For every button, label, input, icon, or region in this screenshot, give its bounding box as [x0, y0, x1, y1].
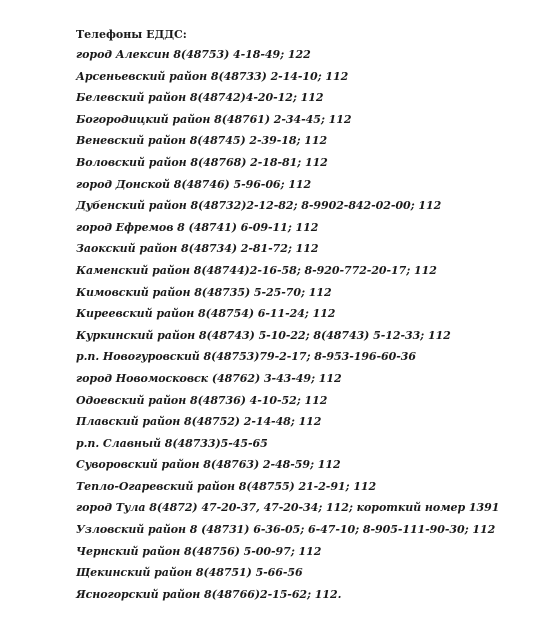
- list-item: Заокский район 8(48734) 2-81-72; 112: [76, 242, 319, 256]
- list-item: Узловский район 8 (48731) 6-36-05; 6-47-10; 8-905-111-90-30; 112: [76, 523, 496, 537]
- list-item: Киреевский район 8(48754) 6-11-24; 112: [76, 307, 336, 321]
- list-item: город Ефремов 8 (48741) 6-09-11; 112: [76, 220, 319, 234]
- list-item: Воловский район 8(48768) 2-18-81; 112: [76, 155, 328, 169]
- edds-phone-document: [76, 28, 546, 609]
- list-item: р.п. Новогуровский 8(48753)79-2-17; 8-953-196-60-36: [76, 350, 416, 364]
- list-item: Чернский район 8(48756) 5-00-97; 112: [76, 544, 322, 558]
- list-item: Куркинский район 8(48743) 5-10-22; 8(48743) 5-12-33; 112: [76, 328, 451, 342]
- list-item: Веневский район 8(48745) 2-39-18; 112: [76, 134, 328, 148]
- list-item: город Алексин 8(48753) 4-18-49; 122: [76, 48, 311, 61]
- document-title: Телефоны ЕДДС:: [76, 28, 187, 41]
- list-item: Ясногорский район 8(48766)2-15-62; 112.: [76, 587, 342, 601]
- list-item: Белевский район 8(48742)4-20-12; 112: [76, 91, 324, 105]
- list-item: Щекинский район 8(48751) 5-66-56: [76, 566, 303, 580]
- phone-list: [76, 48, 546, 602]
- list-item: город Донской 8(48746) 5-96-06; 112: [76, 177, 312, 191]
- list-item: город Новомосковск (48762) 3-43-49; 112: [76, 371, 342, 385]
- list-item: Одоевский район 8(48736) 4-10-52; 112: [76, 393, 328, 407]
- list-item: Каменский район 8(48744)2-16-58; 8-920-772-20-17; 112: [76, 263, 437, 277]
- list-item: Плавский район 8(48752) 2-14-48; 112: [76, 415, 322, 429]
- list-item: Кимовский район 8(48735) 5-25-70; 112: [76, 285, 332, 299]
- list-item: Богородицкий район 8(48761) 2-34-45; 112: [76, 112, 352, 126]
- list-item: город Тула 8(4872) 47-20-37, 47-20-34; 112; короткий номер 1391: [76, 501, 500, 515]
- list-item: Тепло-Огаревский район 8(48755) 21-2-91; 112: [76, 479, 377, 493]
- list-item: Дубенский район 8(48732)2-12-82; 8-9902-842-02-00; 112: [76, 199, 442, 213]
- list-item: Суворовский район 8(48763) 2-48-59; 112: [76, 458, 341, 472]
- list-item: р.п. Славный 8(48733)5-45-65: [76, 436, 268, 450]
- list-item: Арсеньевский район 8(48733) 2-14-10; 112: [76, 69, 349, 83]
